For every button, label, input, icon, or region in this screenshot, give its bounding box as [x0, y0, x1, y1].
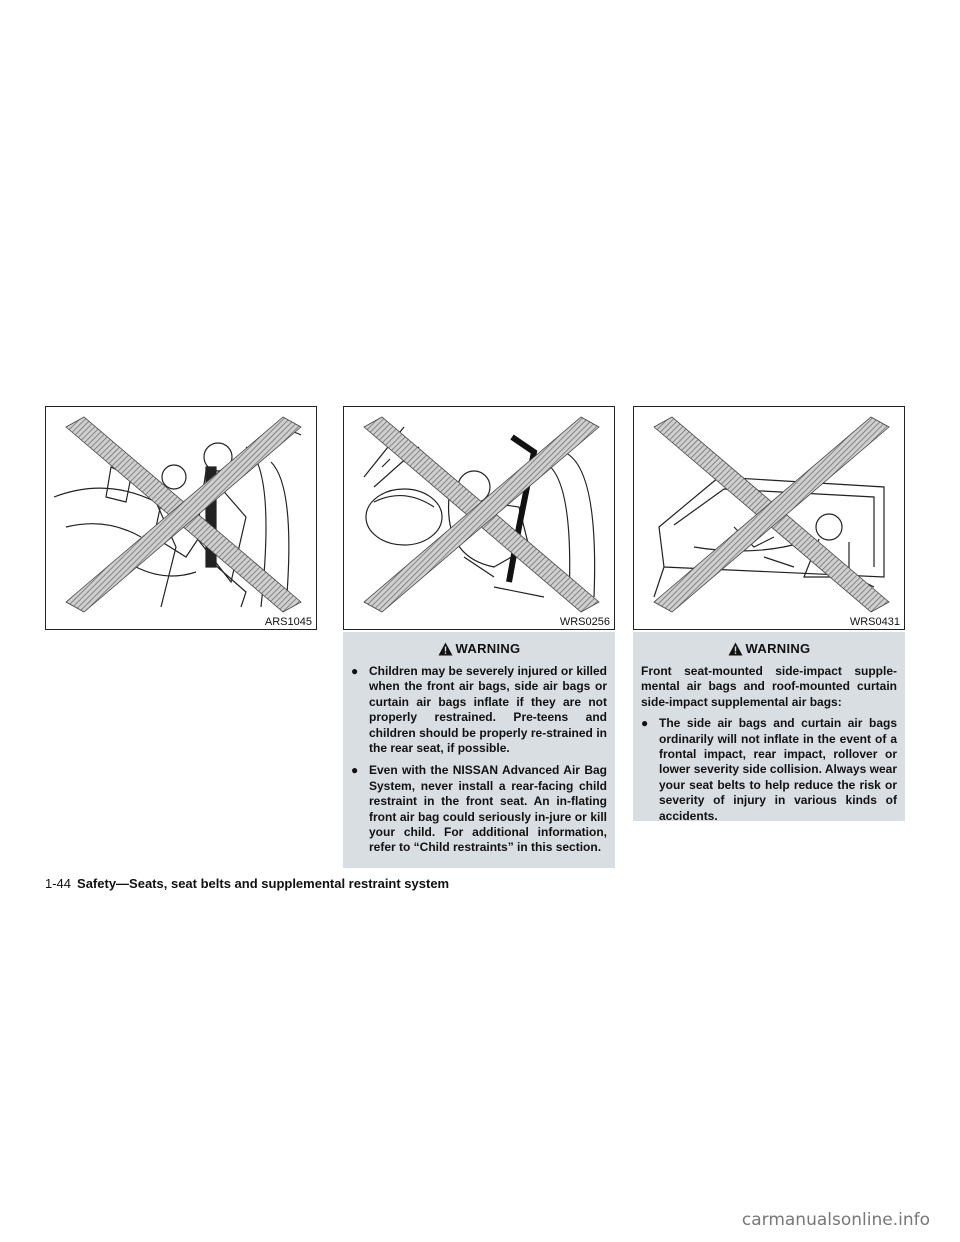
warning-item: [641, 716, 897, 824]
bullet-icon: ●: [351, 763, 359, 778]
section-title: Safety—Seats, seat belts and supplemental restraint system: [77, 876, 450, 891]
warning-list: [641, 716, 897, 824]
warning-item: [351, 763, 607, 855]
page-number: 1-44: [45, 876, 72, 891]
child-front-seat-drawing: [46, 407, 316, 617]
warning-heading-text: WARNING: [455, 641, 521, 656]
illustration-side-curtain-airbag: [633, 406, 905, 630]
watermark: carmanualsonline.info: [741, 1210, 930, 1230]
warning-heading-text: WARNING: [745, 641, 811, 656]
warning-heading: [641, 641, 897, 656]
warning-heading: [351, 641, 607, 656]
warning-triangle-icon: [728, 642, 743, 656]
figure-code: ARS1045: [264, 616, 312, 628]
bullet-icon: ●: [351, 664, 359, 678]
figure-code: WRS0256: [559, 616, 610, 628]
page-footer: [45, 876, 449, 891]
warning-item-text: Even with the NISSAN Advanced Air Bag System, never install a rear-facing child restraint in the front seat. An in-flating front air bag could seriously in-jure or kill your child. For additional information, refer to “Child restraints” in this section.: [369, 763, 607, 855]
rear-facing-child-seat-drawing: [344, 407, 614, 617]
figure-code: WRS0431: [849, 616, 900, 628]
illustration-child-front-seat: [45, 406, 317, 630]
warning-item-text: The side air bags and curtain air bags ordinarily will not inflate in the event of a frontal impact, rear impact, rollover or lower severity side collision. Always wear your seat belts to help reduce the risk or severity of injury in various kinds of accidents.: [659, 716, 897, 823]
warning-triangle-icon: [438, 642, 453, 656]
bullet-icon: ●: [641, 716, 649, 731]
warning-list: [351, 664, 607, 856]
warning-item-text: Children may be severely injured or killed when the front air bags, side air bags or curtain air bags inflate if they are not properly restrained. Pre-teens and children should be properly re-strained in the rear seat, if possible.: [369, 664, 607, 756]
warning-box-child-restraint: [343, 632, 615, 868]
illustration-rear-facing-child-seat: [343, 406, 615, 630]
warning-item: [351, 664, 607, 756]
warning-box-side-airbags: [633, 632, 905, 821]
warning-intro: Front seat-mounted side-impact supple-mental air bags and roof-mounted curtain side-impact supplemental air bags:: [641, 664, 897, 709]
side-curtain-airbag-drawing: [634, 407, 904, 617]
